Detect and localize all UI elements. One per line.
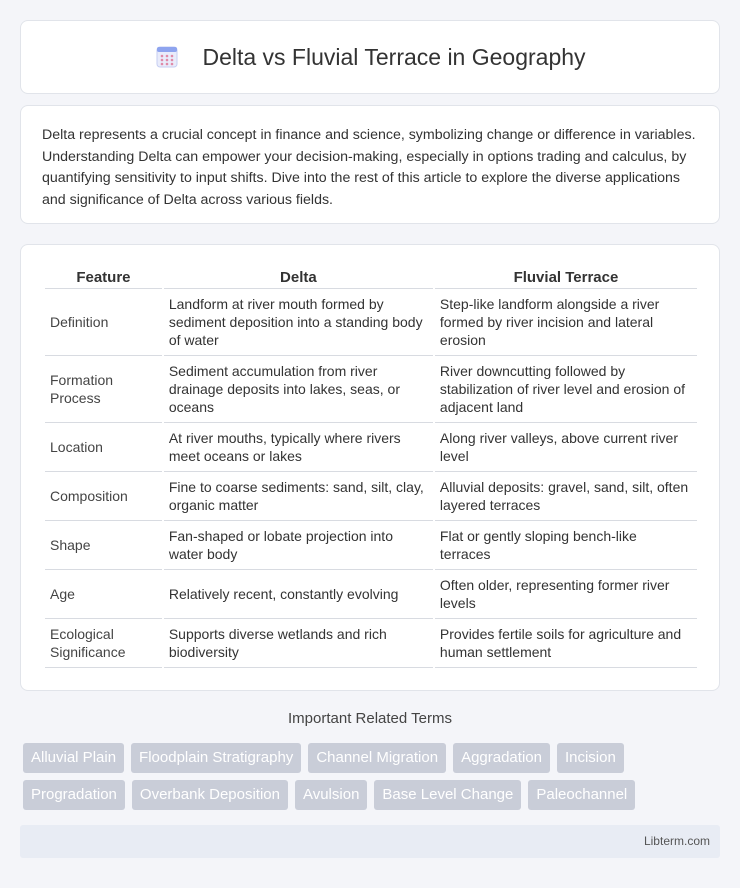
related-term-tag[interactable]: Avulsion: [295, 780, 367, 810]
comparison-card: [20, 244, 720, 691]
intro-card: [20, 105, 720, 224]
related-term-tag[interactable]: Paleochannel: [528, 780, 635, 810]
delta-cell: Supports diverse wetlands and rich biodiversity: [164, 619, 433, 668]
header-card: [20, 20, 720, 94]
related-term-tag[interactable]: Overbank Deposition: [132, 780, 288, 810]
column-header-feature: Feature: [45, 267, 162, 289]
page-title: Delta vs Fluvial Terrace in Geography: [202, 43, 586, 70]
terrace-cell: Flat or gently sloping bench-like terraces: [435, 521, 697, 570]
table-row: [45, 423, 697, 472]
related-terms-list: [23, 743, 723, 817]
footer-site-link[interactable]: Libterm.com: [643, 834, 710, 848]
delta-cell: Fan-shaped or lobate projection into water body: [164, 521, 433, 570]
delta-cell: Fine to coarse sediments: sand, silt, clay, organic matter: [164, 472, 433, 521]
delta-cell: Relatively recent, constantly evolving: [164, 570, 433, 619]
delta-cell: Landform at river mouth formed by sediment deposition into a standing body of water: [164, 289, 433, 356]
feature-cell: Composition: [45, 472, 162, 521]
related-term-tag[interactable]: Channel Migration: [308, 743, 446, 773]
related-terms-title: Important Related Terms: [288, 710, 452, 727]
related-term-tag[interactable]: Incision: [557, 743, 624, 773]
terrace-cell: Provides fertile soils for agriculture and human settlement: [435, 619, 697, 668]
table-row: [45, 619, 697, 668]
terrace-cell: Often older, representing former river levels: [435, 570, 697, 619]
table-row: [45, 521, 697, 570]
table-row: [45, 356, 697, 423]
related-term-tag[interactable]: Progradation: [23, 780, 125, 810]
related-term-tag[interactable]: Floodplain Stratigraphy: [131, 743, 301, 773]
feature-cell: Definition: [45, 289, 162, 356]
delta-cell: Sediment accumulation from river drainage deposits into lakes, seas, or oceans: [164, 356, 433, 423]
related-term-tag[interactable]: Alluvial Plain: [23, 743, 124, 773]
feature-cell: Ecological Significance: [45, 619, 162, 668]
comparison-table: [43, 267, 699, 668]
feature-cell: Shape: [45, 521, 162, 570]
table-row: [45, 289, 697, 356]
terrace-cell: River downcutting followed by stabilization of river level and erosion of adjacent land: [435, 356, 697, 423]
tag-row: [23, 780, 723, 810]
terrace-cell: Along river valleys, above current river level: [435, 423, 697, 472]
tag-row: [23, 743, 723, 773]
table-row: [45, 570, 697, 619]
terrace-cell: Step-like landform alongside a river formed by river incision and lateral erosion: [435, 289, 697, 356]
column-header-delta: Delta: [164, 267, 433, 289]
calendar-grid-icon: [154, 44, 180, 70]
delta-cell: At river mouths, typically where rivers meet oceans or lakes: [164, 423, 433, 472]
related-term-tag[interactable]: Aggradation: [453, 743, 550, 773]
table-header-row: [45, 267, 697, 289]
feature-cell: Location: [45, 423, 162, 472]
table-row: [45, 472, 697, 521]
feature-cell: Formation Process: [45, 356, 162, 423]
terrace-cell: Alluvial deposits: gravel, sand, silt, often layered terraces: [435, 472, 697, 521]
intro-paragraph: Delta represents a crucial concept in finance and science, symbolizing change or difference in variables. Understanding Delta can empower your decision-making, especially in options trading and calculus, by quantifying sensitivity to input shifts. Dive into the rest of this article to explore the diverse applications and significance of Delta across various fields.: [42, 127, 696, 208]
footer: [20, 825, 720, 858]
column-header-fluvial-terrace: Fluvial Terrace: [435, 267, 697, 289]
feature-cell: Age: [45, 570, 162, 619]
related-term-tag[interactable]: Base Level Change: [374, 780, 521, 810]
